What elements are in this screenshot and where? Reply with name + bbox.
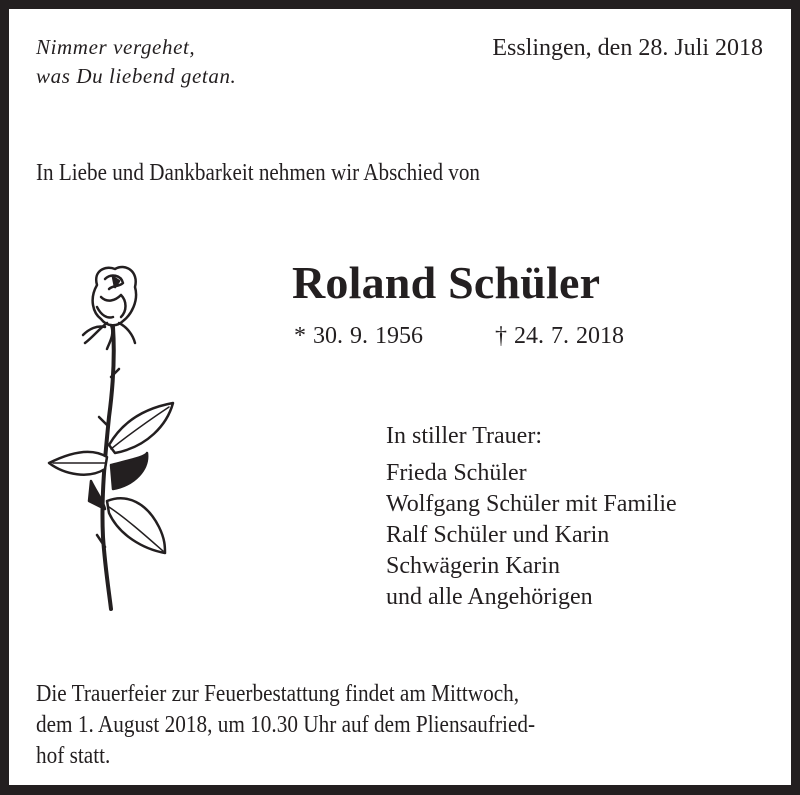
- death-date: † 24. 7. 2018: [495, 323, 624, 349]
- life-dates: [294, 321, 624, 351]
- motto-line: Nimmer vergehet,: [36, 35, 196, 59]
- intro-text: In Liebe und Dankbarkeit nehmen wir Abschied von: [36, 160, 480, 186]
- deceased-name: Roland Schüler: [292, 257, 601, 308]
- mourner-name: Schwägerin Karin: [386, 553, 560, 579]
- mourner-name: und alle Angehörigen: [386, 584, 593, 610]
- rose-icon: [35, 257, 185, 617]
- motto-line: was Du liebend getan.: [36, 64, 237, 88]
- service-line: dem 1. August 2018, um 10.30 Uhr auf dem Pliensaufried-: [36, 712, 536, 738]
- mourner-name: Ralf Schüler und Karin: [386, 522, 610, 548]
- mourners-list: [386, 421, 677, 613]
- mourner-name: Wolfgang Schüler mit Familie: [386, 491, 677, 517]
- mourner-name: Frieda Schüler: [386, 460, 527, 486]
- motto-quote: [36, 33, 236, 91]
- service-line: hof statt.: [36, 743, 111, 769]
- place-and-date: Esslingen, den 28. Juli 2018: [492, 35, 763, 61]
- mourners-heading: In stiller Trauer:: [386, 423, 542, 449]
- funeral-service-info: [36, 679, 535, 772]
- obituary-notice: [9, 9, 791, 785]
- service-line: Die Trauerfeier zur Feuerbestattung findet am Mittwoch,: [36, 681, 520, 707]
- birth-date: * 30. 9. 1956: [294, 323, 423, 349]
